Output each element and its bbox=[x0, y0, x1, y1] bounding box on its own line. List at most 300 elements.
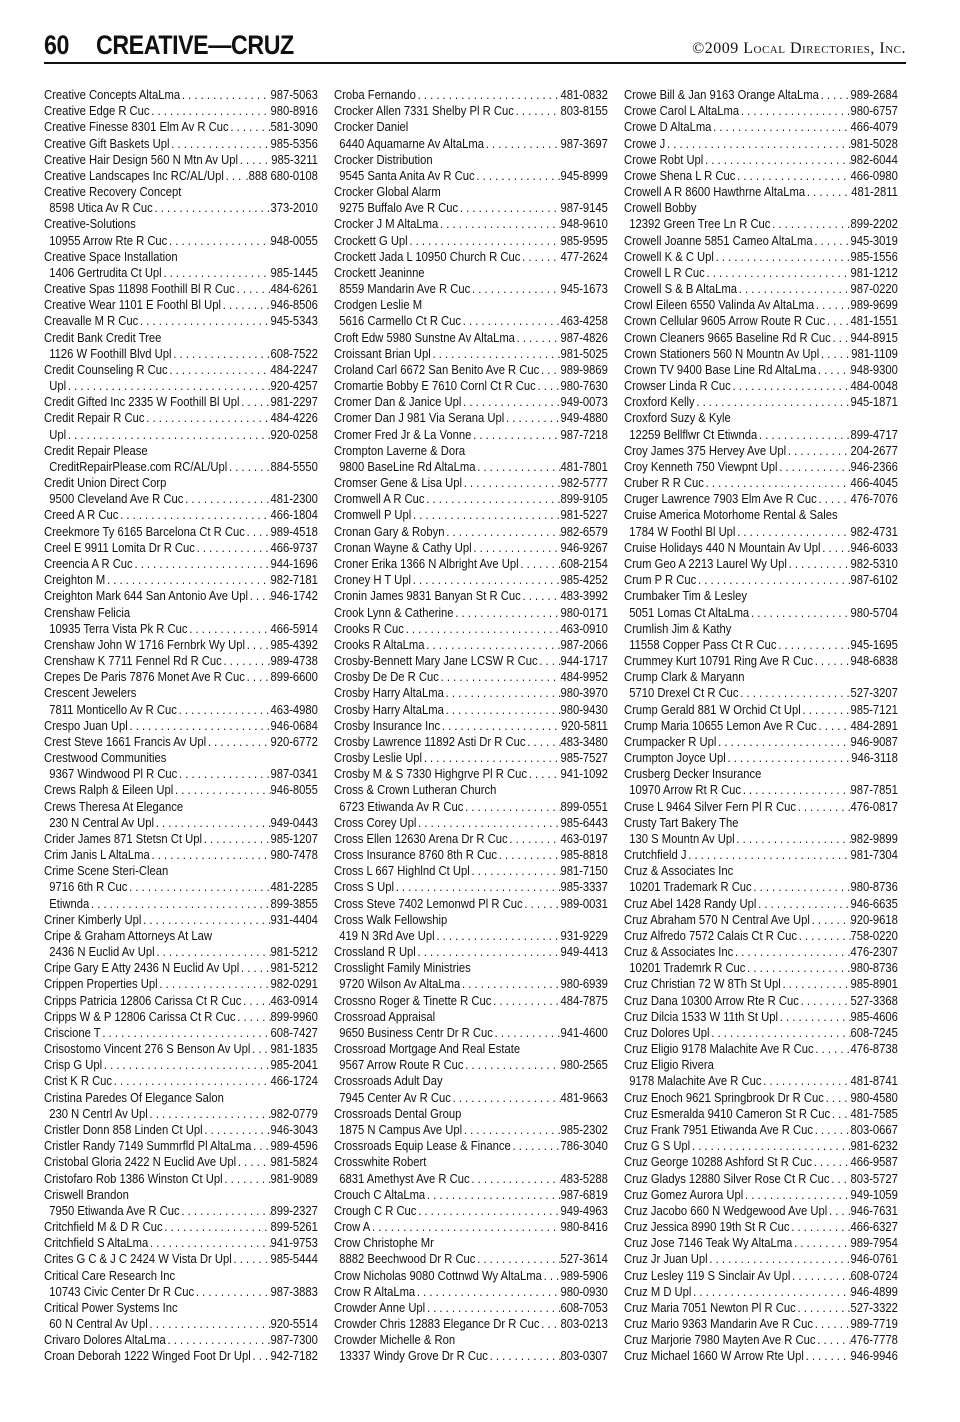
listing-phone: 481-7585 bbox=[850, 1105, 898, 1121]
dot-leader bbox=[536, 378, 561, 394]
listing-entry bbox=[44, 637, 318, 653]
listing-name: Cruise America Motorhome Rental & Sales bbox=[624, 507, 838, 523]
listing-phone: 987-2066 bbox=[560, 636, 608, 652]
listing-phone: 945-1871 bbox=[850, 394, 898, 410]
listing-name: Crodgen Leslie M bbox=[334, 297, 423, 313]
listing-name: Crepes De Paris 7876 Monet Ave R Cuc bbox=[44, 669, 245, 685]
listing-phone: 981-7304 bbox=[850, 847, 898, 863]
listing-entry bbox=[334, 750, 608, 766]
listing-heading bbox=[334, 152, 608, 168]
listing-entry bbox=[44, 346, 318, 362]
dot-leader bbox=[749, 605, 850, 621]
listing-phone: 463-4258 bbox=[560, 313, 608, 329]
listing-phone: 987-7300 bbox=[270, 1332, 318, 1348]
dot-leader bbox=[439, 669, 561, 685]
dot-leader bbox=[411, 572, 560, 588]
listing-name: Croissant Brian Upl bbox=[334, 345, 431, 361]
listing-phone: 982-5777 bbox=[560, 475, 608, 491]
listing-entry bbox=[334, 249, 608, 265]
listing-entry bbox=[624, 491, 898, 507]
listing-name: Critical Care Research Inc bbox=[44, 1267, 176, 1283]
page-number: 60 bbox=[44, 30, 69, 60]
listing-heading bbox=[624, 863, 898, 879]
listing-entry bbox=[334, 136, 608, 152]
listing-phone: 481-1551 bbox=[850, 313, 898, 329]
listing-entry bbox=[44, 152, 318, 168]
listing-phone: 941-4600 bbox=[560, 1024, 608, 1040]
dot-leader bbox=[167, 233, 270, 249]
listing-name: Cromer Fred Jr & La Vonne bbox=[334, 426, 472, 442]
dot-leader bbox=[101, 1025, 271, 1041]
listing-name: Creative Finesse 8301 Elm Av R Cuc bbox=[44, 119, 229, 135]
dot-leader bbox=[814, 297, 850, 313]
listing-name: Crowe D AltaLma bbox=[624, 119, 712, 135]
listing-entry bbox=[44, 427, 318, 443]
listing-name: Cruz Christian 72 W 8Th St Upl bbox=[624, 976, 781, 992]
listing-phone: 941-1092 bbox=[560, 766, 608, 782]
listing-entry bbox=[624, 249, 898, 265]
listing-name: Upl bbox=[49, 426, 67, 442]
listing-phone: 944-1717 bbox=[560, 653, 608, 669]
dot-leader bbox=[703, 152, 850, 168]
dot-leader bbox=[739, 685, 851, 701]
listing-entry bbox=[334, 831, 608, 847]
dot-leader bbox=[171, 346, 270, 362]
dot-leader bbox=[251, 1138, 270, 1154]
listing-entry bbox=[624, 1171, 898, 1187]
listing-name: Cruz George 10288 Ashford St R Cuc bbox=[624, 1154, 812, 1170]
listing-phone: 476-2307 bbox=[850, 944, 898, 960]
listing-name: Cross Ellen 12630 Arena Dr R Cuc bbox=[334, 830, 508, 846]
dot-leader bbox=[445, 524, 561, 540]
listing-entry bbox=[624, 1348, 898, 1364]
listing-name: Creative Gift Baskets Upl bbox=[44, 135, 170, 151]
listing-phone: 987-5063 bbox=[270, 87, 318, 102]
listing-heading bbox=[44, 216, 318, 232]
listing-entry bbox=[334, 588, 608, 604]
dot-leader bbox=[731, 378, 851, 394]
listing-phone: 920-5811 bbox=[561, 717, 608, 733]
dot-leader bbox=[813, 1316, 850, 1332]
listing-name: 230 N Central Av Upl bbox=[49, 814, 154, 830]
listing-name: Crook Lynn & Catherine bbox=[334, 604, 454, 620]
listing-name: Cruz Marjorie 7980 Mayten Ave R Cuc bbox=[624, 1332, 816, 1348]
dot-leader bbox=[804, 1348, 851, 1364]
dot-leader bbox=[458, 200, 560, 216]
dot-leader bbox=[690, 1138, 850, 1154]
listing-name: 9178 Malachite Ave R Cuc bbox=[629, 1073, 762, 1089]
listing-name: Crowell Joanne 5851 Cameo AltaLma bbox=[624, 232, 813, 248]
listing-entry bbox=[334, 524, 608, 540]
listing-heading bbox=[624, 1057, 898, 1073]
listing-phone: 786-3040 bbox=[560, 1138, 608, 1154]
listing-entry bbox=[624, 1122, 898, 1138]
dot-leader bbox=[741, 782, 850, 798]
listing-entry bbox=[334, 1122, 608, 1138]
listing-name: Credit Repair R Cuc bbox=[44, 410, 145, 426]
listing-heading bbox=[334, 912, 608, 928]
listing-entry bbox=[44, 410, 318, 426]
listing-name: Crump Gerald 881 W Orchid Ct Upl bbox=[624, 701, 801, 717]
listing-name: Cromer Dan & Janice Upl bbox=[334, 394, 462, 410]
listing-entry bbox=[334, 313, 608, 329]
dot-leader bbox=[801, 702, 851, 718]
listing-name: Cruz Jr Juan Upl bbox=[624, 1251, 708, 1267]
listing-phone: 466-6327 bbox=[850, 1219, 898, 1235]
listing-entry bbox=[44, 702, 318, 718]
listing-name: Criscione T bbox=[44, 1024, 101, 1040]
listing-name: 12392 Green Tree Ln R Cuc bbox=[629, 216, 771, 232]
dot-leader bbox=[484, 136, 560, 152]
dot-leader bbox=[805, 184, 851, 200]
listing-phone: 948-0055 bbox=[270, 232, 318, 248]
listing-name: Crown Cleaners 9665 Baseline Rd R Cuc bbox=[624, 329, 831, 345]
listing-name: Cruz M D Upl bbox=[624, 1283, 692, 1299]
listing-name: Cruz Enoch 9621 Springbrook Dr R Cuc bbox=[624, 1089, 824, 1105]
listing-phone: 608-7427 bbox=[270, 1024, 318, 1040]
listing-name: Cross & Crown Lutheran Church bbox=[334, 782, 497, 798]
dot-leader bbox=[203, 1122, 271, 1138]
listing-name: Crenshaw Felicia bbox=[44, 604, 131, 620]
listing-heading bbox=[44, 863, 318, 879]
listing-entry bbox=[334, 896, 608, 912]
listing-phone: 981-5824 bbox=[270, 1154, 318, 1170]
dot-leader bbox=[202, 831, 270, 847]
listing-phone: 981-1212 bbox=[850, 264, 898, 280]
listing-name: Cruz Eligio 9178 Malachite Ave R Cuc bbox=[624, 1041, 814, 1057]
listing-name: CreditRepairPlease.com RC/AL/Upl bbox=[49, 458, 228, 474]
listing-entry bbox=[44, 976, 318, 992]
listing-phone: 945-8999 bbox=[560, 167, 608, 183]
listing-name: Crooks R Cuc bbox=[334, 620, 404, 636]
dot-leader bbox=[735, 168, 850, 184]
listing-entry bbox=[44, 1106, 318, 1122]
dot-leader bbox=[154, 815, 270, 831]
listing-entry bbox=[44, 815, 318, 831]
listing-name: Critchfield M & D R Cuc bbox=[44, 1219, 163, 1235]
dot-leader bbox=[461, 394, 560, 410]
listing-phone: 982-6044 bbox=[850, 151, 898, 167]
listing-name: Crowell L R Cuc bbox=[624, 264, 705, 280]
listing-entry bbox=[624, 718, 898, 734]
listing-heading bbox=[624, 410, 898, 426]
listing-name: Crosswhite Robert bbox=[334, 1154, 427, 1170]
listing-name: 6440 Aquamarne Av AltaLma bbox=[339, 135, 484, 151]
listing-name: Creencia A R Cuc bbox=[44, 555, 133, 571]
dot-leader bbox=[827, 1203, 850, 1219]
listing-name: Crowell Bobby bbox=[624, 200, 697, 216]
dot-leader bbox=[168, 362, 271, 378]
listing-entry bbox=[44, 459, 318, 475]
listing-entry bbox=[44, 524, 318, 540]
listing-phone: 945-1673 bbox=[560, 281, 608, 297]
listing-phone: 484-2247 bbox=[270, 361, 318, 377]
listing-heading bbox=[334, 443, 608, 459]
dot-leader bbox=[118, 507, 270, 523]
dot-leader bbox=[444, 702, 561, 718]
listing-entry bbox=[624, 685, 898, 701]
dot-leader bbox=[812, 1154, 850, 1170]
dot-leader bbox=[153, 200, 271, 216]
listing-phone: 899-2202 bbox=[850, 216, 898, 232]
listing-name: Criner Kimberly Upl bbox=[44, 911, 142, 927]
listing-phone: 946-6635 bbox=[850, 895, 898, 911]
listing-phone: 980-9430 bbox=[560, 701, 608, 717]
dot-leader bbox=[454, 605, 561, 621]
listing-entry bbox=[624, 637, 898, 653]
dot-leader bbox=[708, 1251, 851, 1267]
listing-phone: 948-9610 bbox=[560, 216, 608, 232]
listing-name: Crisostomo Vincent 276 S Benson Av Upl bbox=[44, 1041, 251, 1057]
listing-entry bbox=[334, 427, 608, 443]
listing-name: Cruz Abraham 570 N Central Ave Upl bbox=[624, 911, 810, 927]
listing-entry bbox=[334, 1203, 608, 1219]
dot-leader bbox=[472, 540, 561, 556]
listing-phone: 803-0667 bbox=[850, 1122, 898, 1137]
listing-name: 230 N Centrl Av Upl bbox=[49, 1105, 148, 1121]
dot-leader bbox=[777, 459, 850, 475]
listing-phone: 985-1556 bbox=[850, 248, 898, 264]
listing-name: Creative Hair Design 560 N Mtn Av Upl bbox=[44, 151, 239, 167]
dot-leader bbox=[796, 799, 851, 815]
listing-phone: 481-8741 bbox=[850, 1073, 898, 1089]
listing-entry bbox=[44, 313, 318, 329]
listing-entry bbox=[44, 1025, 318, 1041]
dot-leader bbox=[221, 297, 270, 313]
listing-name: Credit Gifted Inc 2335 W Foothill Bl Upl bbox=[44, 394, 240, 410]
listing-name: Crist K R Cuc bbox=[44, 1073, 113, 1089]
listing-phone: 463-0197 bbox=[560, 830, 608, 846]
listing-entry bbox=[334, 233, 608, 249]
dot-leader bbox=[470, 1171, 561, 1187]
listing-phone: 981-6232 bbox=[850, 1138, 898, 1154]
listing-phone: 981-5025 bbox=[560, 345, 608, 361]
dot-leader bbox=[497, 847, 560, 863]
listing-entry bbox=[44, 621, 318, 637]
listing-name: 10201 Trademrk R Cuc bbox=[629, 960, 746, 976]
dot-leader bbox=[102, 1057, 270, 1073]
listing-name: Cruz Abel 1428 Randy Upl bbox=[624, 895, 757, 911]
listing-entry bbox=[624, 265, 898, 281]
dot-leader bbox=[177, 766, 270, 782]
listing-entry bbox=[624, 1284, 898, 1300]
listing-phone: 985-4606 bbox=[850, 1008, 898, 1024]
listing-name: Crusberg Decker Insurance bbox=[624, 766, 762, 782]
listing-name: Crossroad Appraisal bbox=[334, 1008, 436, 1024]
listing-entry bbox=[624, 1154, 898, 1170]
listing-name: Etiwnda bbox=[49, 895, 90, 911]
listing-phone: 987-7851 bbox=[850, 782, 898, 798]
listing-name: Cripps Patricia 12806 Carissa Ct R Cuc bbox=[44, 992, 242, 1008]
dot-leader bbox=[710, 1025, 851, 1041]
listing-name: Cripe & Graham Attorneys At Law bbox=[44, 927, 212, 943]
listing-column-2 bbox=[334, 87, 608, 1365]
listing-name: 2436 N Euclid Av Upl bbox=[49, 944, 155, 960]
dot-leader bbox=[416, 944, 561, 960]
listing-phone: 989-4518 bbox=[270, 523, 318, 539]
dot-leader bbox=[245, 669, 271, 685]
listing-name: 9800 BaseLine Rd AltaLma bbox=[339, 458, 476, 474]
listing-name: Creative Edge R Cuc bbox=[44, 103, 150, 119]
listing-entry bbox=[624, 1268, 898, 1284]
dot-leader bbox=[471, 427, 560, 443]
listing-entry bbox=[334, 87, 608, 103]
listing-heading bbox=[334, 1106, 608, 1122]
listing-heading bbox=[624, 669, 898, 685]
listing-phone: 899-4717 bbox=[850, 426, 898, 442]
listing-name: 419 N 3Rd Ave Upl bbox=[339, 927, 435, 943]
dot-leader bbox=[799, 993, 851, 1009]
listing-name: 130 S Mountn Av Upl bbox=[629, 830, 735, 846]
dot-leader bbox=[475, 168, 561, 184]
copyright-notice: ©2009 Local Directories, Inc. bbox=[692, 40, 906, 57]
dot-leader bbox=[112, 1073, 270, 1089]
listing-entry bbox=[624, 1316, 898, 1332]
listing-phone: 980-2565 bbox=[560, 1057, 608, 1073]
listing-name: 11558 Copper Pass Ct R Cuc bbox=[629, 636, 777, 652]
listing-phone: 989-2684 bbox=[850, 87, 898, 102]
listing-entry bbox=[624, 394, 898, 410]
listing-name: Crowe Bill & Jan 9163 Orange AltaLma bbox=[624, 87, 819, 102]
listing-phone: 982-0779 bbox=[270, 1105, 318, 1121]
dot-leader bbox=[128, 718, 271, 734]
listing-name: Cruz Maria 7051 Newton Pl R Cuc bbox=[624, 1299, 796, 1315]
dot-leader bbox=[180, 87, 270, 103]
dot-leader bbox=[737, 281, 850, 297]
dot-leader bbox=[187, 621, 270, 637]
listing-phone: 982-6579 bbox=[560, 523, 608, 539]
listing-name: Cruz Gladys 12880 Silver Rose Ct R Cuc bbox=[624, 1170, 830, 1186]
listing-name: Cross Steve 7402 Lemonwd Pl R Cuc bbox=[334, 895, 523, 911]
listing-entry bbox=[334, 556, 608, 572]
dot-leader bbox=[232, 1251, 271, 1267]
listing-name: Crosby Harry AltaLma bbox=[334, 701, 444, 717]
listing-name: Cristobal Gloria 2422 N Euclid Ave Upl bbox=[44, 1154, 237, 1170]
listing-name: 1126 W Foothill Blvd Upl bbox=[49, 345, 172, 361]
dot-leader bbox=[416, 87, 561, 103]
dot-leader bbox=[431, 346, 561, 362]
listing-entry bbox=[624, 119, 898, 135]
listing-phone: 481-7801 bbox=[560, 458, 608, 474]
listing-name: Cruz Dolores Upl bbox=[624, 1024, 710, 1040]
dot-leader bbox=[787, 556, 851, 572]
dot-leader bbox=[158, 976, 271, 992]
dot-leader bbox=[177, 702, 271, 718]
listing-entry bbox=[44, 1332, 318, 1348]
listing-phone: 989-9869 bbox=[560, 361, 608, 377]
dot-leader bbox=[813, 1122, 850, 1138]
listing-phone: 987-0220 bbox=[850, 281, 898, 297]
listing-phone: 946-3118 bbox=[851, 750, 898, 766]
dot-leader bbox=[733, 944, 850, 960]
dot-leader bbox=[757, 427, 850, 443]
listing-heading bbox=[624, 200, 898, 216]
listing-phone: 980-8416 bbox=[560, 1219, 608, 1235]
listing-entry bbox=[44, 362, 318, 378]
listing-phone: 945-1695 bbox=[850, 636, 898, 652]
listing-entry bbox=[624, 1332, 898, 1348]
listing-entry bbox=[44, 103, 318, 119]
listing-heading bbox=[624, 507, 898, 523]
listing-entry bbox=[334, 459, 608, 475]
listing-phone: 980-8916 bbox=[270, 103, 318, 119]
listing-name: Creative Landscapes Inc RC/AL/Upl bbox=[44, 167, 224, 183]
dot-leader bbox=[425, 491, 561, 507]
listing-name: Crosby Harry AltaLma bbox=[334, 685, 444, 701]
listing-name: Cristofaro Rob 1386 Winston Ct Upl bbox=[44, 1170, 223, 1186]
listing-phone: 466-4045 bbox=[850, 475, 898, 491]
dot-leader bbox=[416, 815, 560, 831]
listing-name: Crestwood Communities bbox=[44, 750, 167, 766]
listing-phone: 989-4596 bbox=[270, 1138, 318, 1154]
listing-phone: 982-4731 bbox=[850, 523, 898, 539]
dot-leader bbox=[745, 960, 850, 976]
listing-name: 5710 Drexel Ct R Cuc bbox=[629, 685, 739, 701]
listing-phone: 987-7218 bbox=[560, 426, 608, 442]
listing-name: Crutchfield J bbox=[624, 847, 687, 863]
listing-name: Cripe Gary E Atty 2436 N Euclid Av Upl bbox=[44, 960, 240, 976]
listing-phone: 527-3368 bbox=[850, 992, 898, 1008]
listing-phone: 981-7150 bbox=[560, 863, 608, 879]
listing-name: Crivaro Dolores AltaLma bbox=[44, 1332, 166, 1348]
listing-name: Crowe Robt Upl bbox=[624, 151, 704, 167]
dot-leader bbox=[810, 912, 851, 928]
listing-name: Crocker Global Alarm bbox=[334, 184, 441, 200]
dot-leader bbox=[696, 572, 850, 588]
listing-phone: 985-4252 bbox=[560, 572, 608, 588]
listing-entry bbox=[624, 1009, 898, 1025]
listing-name: Cruz Jose 7146 Teak Wy AltaLma bbox=[624, 1235, 793, 1251]
listing-name: Crosby-Bennett Mary Jane LCSW R Cuc bbox=[334, 653, 538, 669]
listing-phone: 949-1059 bbox=[850, 1186, 898, 1202]
listing-name: Cronin James 9831 Banyan St R Cuc bbox=[334, 588, 521, 604]
listing-phone: 981-5212 bbox=[270, 944, 318, 960]
listing-name: 10970 Arrow Rt R Cuc bbox=[629, 782, 742, 798]
dot-leader bbox=[686, 847, 850, 863]
listing-heading bbox=[334, 782, 608, 798]
listing-name: Cruz Michael 1660 W Arrow Rte Upl bbox=[624, 1348, 804, 1364]
listing-entry bbox=[624, 831, 898, 847]
listing-name: Creative-Solutions bbox=[44, 216, 136, 232]
listing-entry bbox=[44, 200, 318, 216]
listing-entry bbox=[44, 944, 318, 960]
dot-leader bbox=[416, 1203, 560, 1219]
dot-leader bbox=[166, 1332, 271, 1348]
listing-entry bbox=[44, 119, 318, 135]
dot-leader bbox=[66, 378, 270, 394]
dot-leader bbox=[538, 653, 561, 669]
listing-phone: 981-5212 bbox=[270, 960, 318, 976]
listing-entry bbox=[624, 1300, 898, 1316]
dot-leader bbox=[150, 847, 271, 863]
listing-phone: 985-3211 bbox=[271, 151, 318, 167]
listing-phone: 581-3090 bbox=[270, 119, 318, 135]
listing-name: Cruz Eligio Rivera bbox=[624, 1057, 714, 1073]
dot-leader bbox=[761, 1073, 850, 1089]
listing-name: Crosby Lawrence 11892 Asti Dr R Cuc bbox=[334, 733, 526, 749]
listing-entry bbox=[624, 524, 898, 540]
dot-leader bbox=[170, 136, 271, 152]
listing-phone: 982-9899 bbox=[850, 830, 898, 846]
listing-name: Crowell K & C Upl bbox=[624, 248, 714, 264]
listing-name: Cromwell A R Cuc bbox=[334, 491, 425, 507]
listing-heading bbox=[334, 1154, 608, 1170]
listing-heading bbox=[44, 330, 318, 346]
dot-leader bbox=[790, 1268, 850, 1284]
listing-entry bbox=[44, 1316, 318, 1332]
listing-name: Crenshaw K 7711 Fennel Rd R Cuc bbox=[44, 653, 222, 669]
listing-phone: 981-1835 bbox=[270, 1041, 318, 1057]
